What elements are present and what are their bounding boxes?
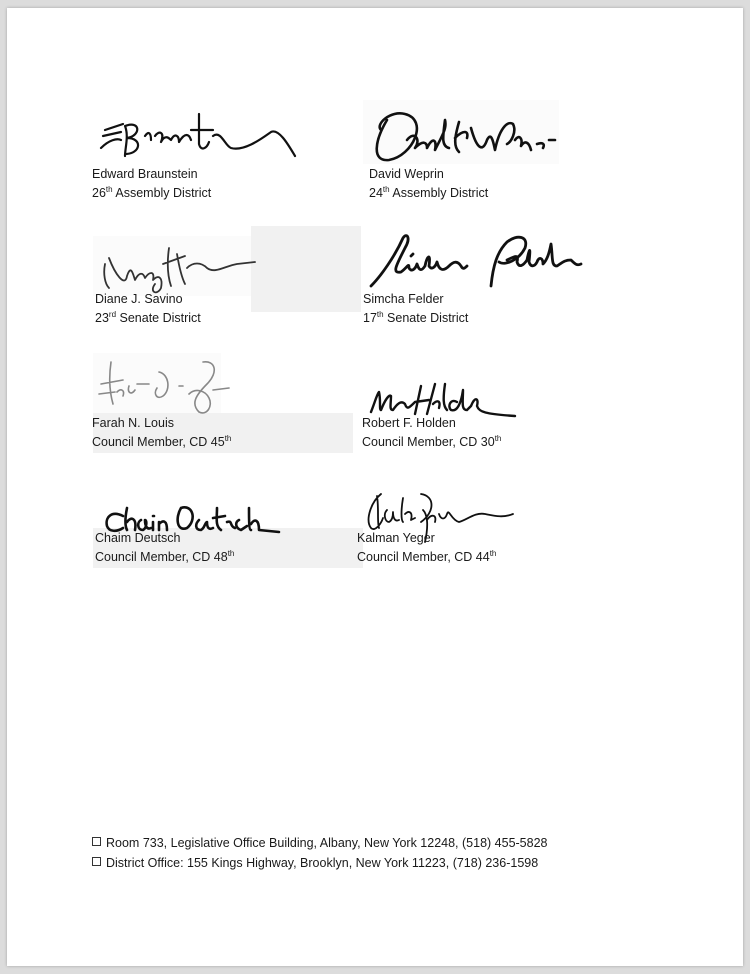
signatory-block — [362, 414, 501, 452]
checkbox-bullet-icon — [92, 837, 101, 846]
signatory-block — [92, 165, 211, 203]
signatory-block — [95, 529, 234, 567]
footer-district-office: District Office: 155 Kings Highway, Brooklyn, New York 11223, (718) 236-1598 — [106, 856, 539, 870]
footer-district-line — [92, 853, 548, 873]
signatory-name: Simcha Felder — [363, 292, 444, 306]
signatory-name: Farah N. Louis — [92, 416, 174, 430]
signatory-title: Council Member, CD 45th — [92, 434, 232, 449]
document-page — [7, 8, 743, 966]
signatory-title: 24th Assembly District — [369, 185, 489, 200]
signatory-block — [363, 290, 468, 328]
signatory-title: Council Member, CD 48th — [95, 549, 235, 564]
signatory-name: Kalman Yeger — [357, 531, 435, 545]
footer-address: Room 733, Legislative Office Building, Albany, New York 12248, (518) 455-5828 — [106, 836, 548, 850]
signatory-block — [369, 165, 488, 203]
signatory-title: 23rd Senate District — [95, 310, 201, 325]
signatory-block — [95, 290, 201, 328]
signatory-title: Council Member, CD 44th — [357, 549, 497, 564]
signatory-block — [92, 414, 231, 452]
signatory-block — [357, 529, 496, 567]
checkbox-bullet-icon — [92, 857, 101, 866]
signatory-name: Diane J. Savino — [95, 292, 183, 306]
signature-louis — [95, 354, 235, 420]
signatory-name: Edward Braunstein — [92, 167, 198, 181]
letterhead-footer — [92, 833, 548, 873]
signatory-name: Robert F. Holden — [362, 416, 456, 430]
signature-braunstein — [95, 96, 305, 166]
signature-felder — [367, 226, 592, 296]
signatory-name: Chaim Deutsch — [95, 531, 181, 545]
signatory-name: David Weprin — [369, 167, 444, 181]
signatory-title: 17th Senate District — [363, 310, 469, 325]
footer-address-line — [92, 833, 548, 853]
signature-weprin — [367, 100, 567, 170]
signatory-title: Council Member, CD 30th — [362, 434, 502, 449]
signature-scan-background — [251, 226, 361, 312]
signatory-title: 26th Assembly District — [92, 185, 212, 200]
